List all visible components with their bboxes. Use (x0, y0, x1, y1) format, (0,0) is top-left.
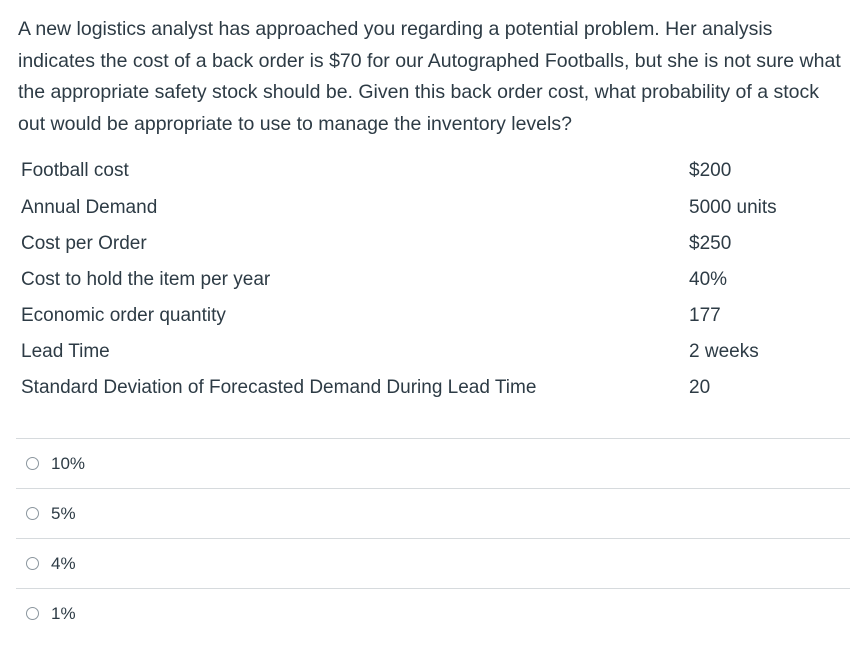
row-label: Annual Demand (21, 197, 158, 218)
row-label: Lead Time (21, 341, 110, 362)
radio-button[interactable] (26, 557, 39, 570)
table-row (21, 152, 821, 190)
radio-button[interactable] (26, 507, 39, 520)
row-value: 20 (689, 377, 711, 398)
radio-button[interactable] (26, 607, 39, 620)
answer-list (16, 438, 850, 639)
row-label: Cost per Order (21, 233, 147, 254)
table-row (21, 334, 821, 370)
answer-option-5-percent[interactable] (16, 488, 850, 538)
table-row (21, 190, 821, 226)
row-value: $200 (689, 160, 732, 181)
row-label: Football cost (21, 160, 129, 181)
table-row (21, 226, 821, 262)
row-label: Economic order quantity (21, 305, 226, 326)
row-value: 40% (689, 269, 728, 290)
question-text: A new logistics analyst has approached you regarding a potential problem. Her analysis indicates the cost of a back order is $70 for our Autographed Footballs, but she is not sure what the appropriate safety stock should be. Given this back order cost, what probability of a stock out would be appropriate to use to manage the inventory levels? (18, 18, 841, 135)
answer-option-4-percent[interactable] (16, 538, 850, 588)
radio-button[interactable] (26, 457, 39, 470)
answer-label: 5% (51, 503, 76, 523)
answer-option-1-percent[interactable] (16, 588, 850, 639)
data-table (21, 152, 821, 406)
answer-option-10-percent[interactable] (16, 438, 850, 488)
row-label: Standard Deviation of Forecasted Demand During Lead Time (21, 377, 537, 398)
row-value: $250 (689, 233, 732, 254)
answer-label: 4% (51, 553, 76, 573)
row-value: 177 (689, 305, 721, 326)
answer-label: 1% (51, 603, 76, 623)
row-value: 2 weeks (689, 341, 759, 362)
row-value: 5000 units (689, 197, 777, 218)
table-row (21, 370, 821, 406)
table-row (21, 262, 821, 298)
answer-label: 10% (51, 453, 86, 473)
table-row (21, 298, 821, 334)
row-label: Cost to hold the item per year (21, 269, 271, 290)
